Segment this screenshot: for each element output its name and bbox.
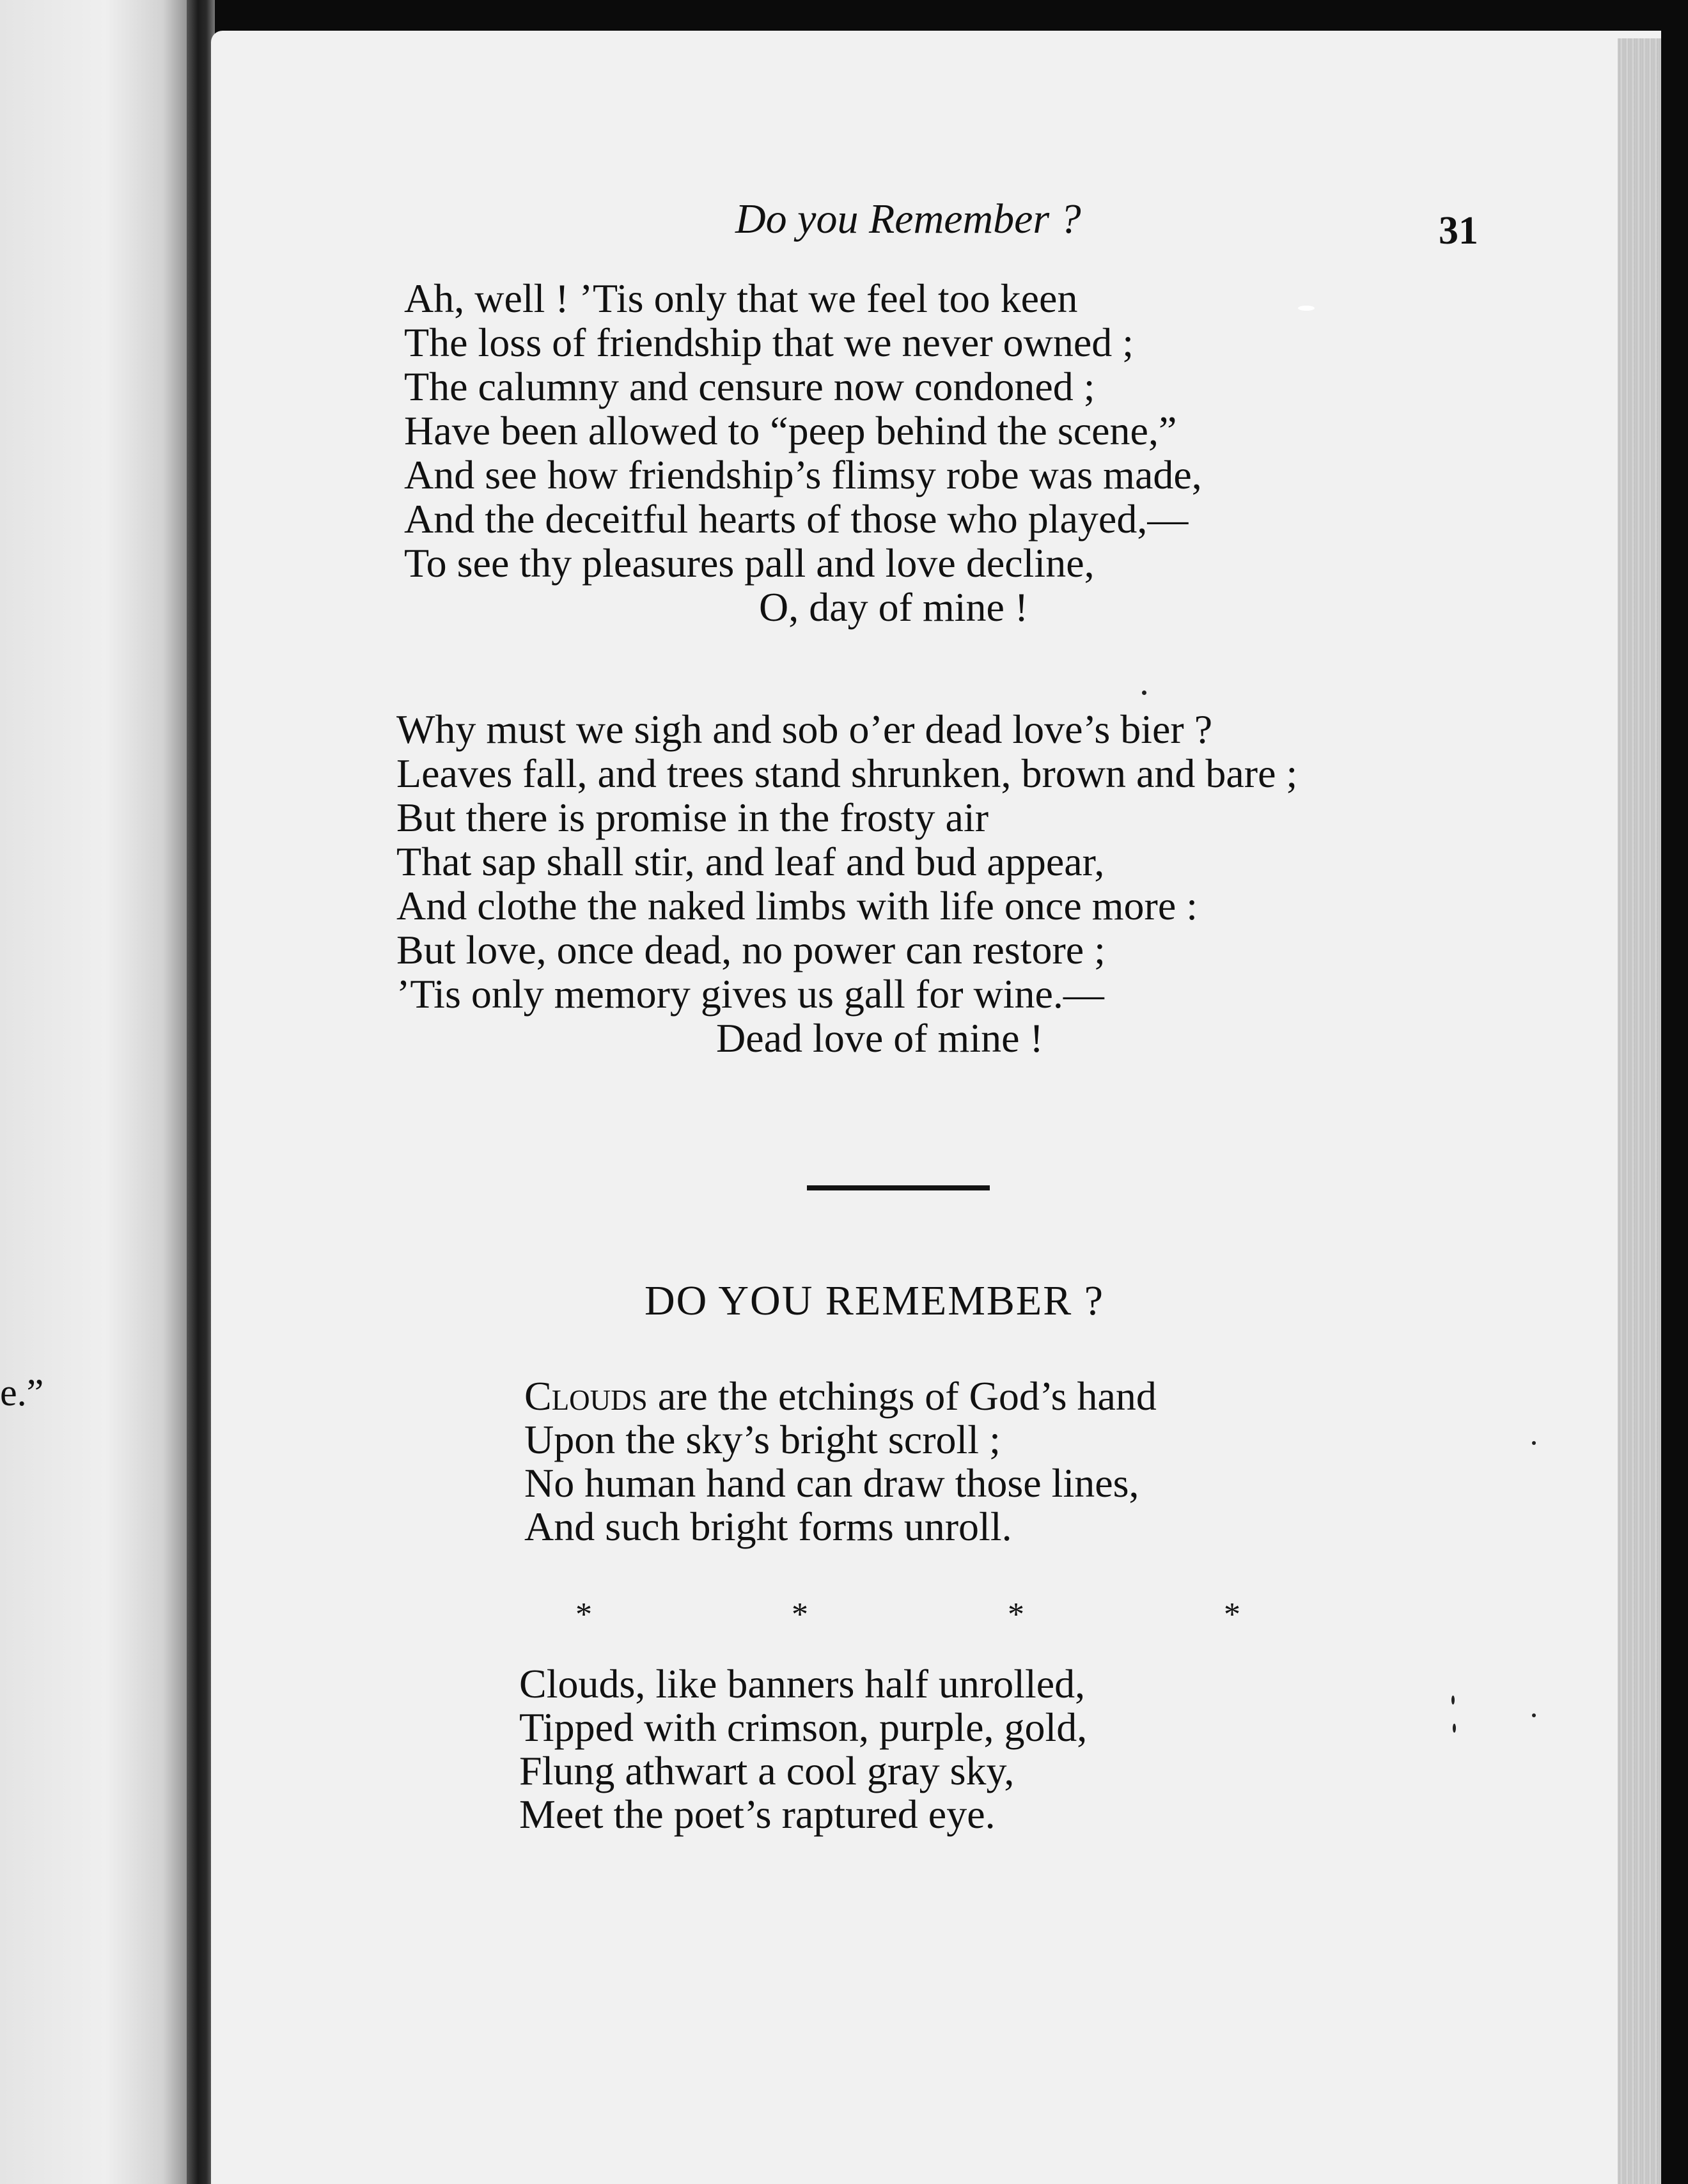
asterisk: * [792, 1596, 808, 1633]
stanza-2 [396, 707, 1297, 1060]
verse-line: Tipped with crimson, purple, gold, [519, 1704, 1088, 1750]
verse-line: ’Tis only memory gives us gall for wine.— [396, 971, 1104, 1017]
asterism-divider [575, 1596, 1240, 1634]
verse-line: That sap shall stir, and leaf and bud appear, [396, 839, 1105, 884]
verse-line: Have been allowed to “peep behind the scene,” [404, 408, 1177, 453]
verse-line: The calumny and censure now condoned ; [404, 364, 1095, 409]
left-facing-page [0, 0, 192, 2184]
scan-speck [1453, 1724, 1456, 1733]
verse-line: And such bright forms unroll. [524, 1504, 1012, 1549]
verse-line: But there is promise in the frosty air [396, 795, 989, 840]
poem-title: DO YOU REMEMBER ? [645, 1277, 1105, 1324]
page-number: 31 [1439, 209, 1478, 253]
asterisk: * [1224, 1596, 1240, 1633]
stanza-4 [519, 1662, 1087, 1836]
refrain-line: Dead love of mine ! [716, 1015, 1043, 1061]
verse-line: Leaves fall, and trees stand shrunken, brown and bare ; [396, 751, 1298, 796]
running-head: Do you Remember ? [735, 196, 1081, 242]
refrain-line: O, day of mine ! [759, 584, 1029, 630]
scan-speck [1142, 690, 1146, 695]
verse-line: Upon the sky’s bright scroll ; [524, 1417, 1001, 1462]
verse-line: To see thy pleasures pall and love decline, [404, 540, 1095, 586]
verse-line: Flung athwart a cool gray sky, [519, 1748, 1015, 1793]
scan-speck [1298, 306, 1315, 311]
verse-line: And the deceitful hearts of those who played,— [404, 496, 1189, 542]
asterisk: * [1008, 1596, 1024, 1633]
scan-speck [1451, 1696, 1455, 1704]
scan-speck [1532, 1713, 1536, 1717]
section-divider [807, 1185, 990, 1190]
verse-line: No human hand can draw those lines, [524, 1460, 1139, 1506]
verse-line: The loss of friendship that we never owned ; [404, 320, 1134, 365]
verse-line: But love, once dead, no power can restore ; [396, 927, 1106, 972]
verse-line [524, 1375, 1157, 1418]
stanza-3 [524, 1375, 1157, 1548]
verse-line: Ah, well ! ’Tis only that we feel too keen [404, 276, 1078, 321]
left-page-text-fragment: e.” [0, 1371, 44, 1414]
stanza-1 [404, 276, 1202, 629]
drop-word: Clouds [524, 1373, 648, 1419]
scan-speck [1532, 1441, 1536, 1445]
verse-line: Why must we sigh and sob o’er dead love’s bier ? [396, 706, 1213, 752]
verse-line-rest: are the etchings of God’s hand [647, 1373, 1157, 1419]
verse-line: And see how friendship’s flimsy robe was made, [404, 452, 1202, 497]
asterisk: * [575, 1596, 592, 1633]
verse-line: Clouds, like banners half unrolled, [519, 1661, 1086, 1706]
verse-line: Meet the poet’s raptured eye. [519, 1791, 996, 1837]
verse-line: And clothe the naked limbs with life once more : [396, 883, 1198, 928]
scan-border [1661, 0, 1688, 2184]
